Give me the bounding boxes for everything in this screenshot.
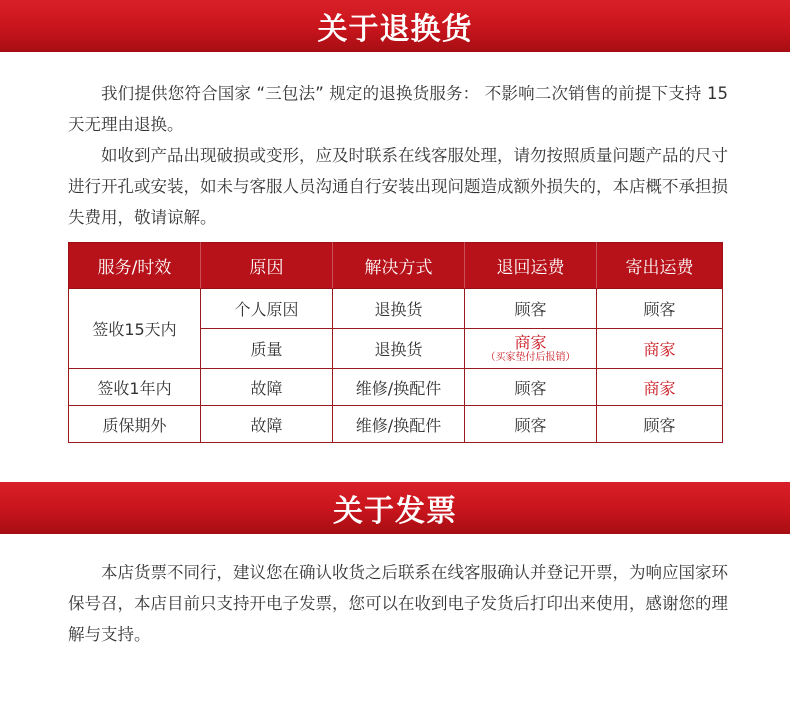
returns-title: 关于退换货 bbox=[317, 12, 473, 47]
cell-return-fee: 顾客 bbox=[465, 406, 597, 443]
cell-send-fee: 顾客 bbox=[597, 289, 723, 329]
cell-solution: 退换货 bbox=[333, 329, 465, 369]
cell-period: 签收1年内 bbox=[69, 369, 201, 406]
invoice-banner bbox=[0, 482, 790, 534]
return-fee-note: （买家垫付后报销） bbox=[485, 352, 576, 363]
cell-solution: 维修/换配件 bbox=[333, 406, 465, 443]
cell-reason: 质量 bbox=[201, 329, 333, 369]
returns-service-table bbox=[68, 242, 723, 443]
header-reason: 原因 bbox=[201, 243, 333, 289]
return-fee-merchant: 商家 bbox=[514, 333, 547, 352]
table-row bbox=[69, 289, 723, 329]
returns-policy-text bbox=[68, 78, 728, 233]
cell-reason: 故障 bbox=[201, 369, 333, 406]
returns-paragraph-2: 如收到产品出现破损或变形，应及时联系在线客服处理，请勿按照质量问题产品的尺寸进行开孔或安装，如未与客服人员沟通自行安装出现问题造成额外损失的，本店概不承担损失费用，敬请谅解。 bbox=[68, 146, 728, 227]
cell-send-fee: 顾客 bbox=[597, 406, 723, 443]
header-period: 服务/时效 bbox=[69, 243, 201, 289]
header-solution: 解决方式 bbox=[333, 243, 465, 289]
cell-reason: 个人原因 bbox=[201, 289, 333, 329]
cell-return-fee: 顾客 bbox=[465, 289, 597, 329]
header-return-fee: 退回运费 bbox=[465, 243, 597, 289]
cell-send-fee: 商家 bbox=[597, 329, 723, 369]
returns-paragraph-1: 我们提供您符合国家 “三包法” 规定的退换货服务： 不影响二次销售的前提下支持 15 天无理由退换。 bbox=[68, 84, 728, 134]
cell-solution: 维修/换配件 bbox=[333, 369, 465, 406]
invoice-policy-text bbox=[68, 557, 728, 650]
cell-send-fee: 商家 bbox=[597, 369, 723, 406]
cell-period: 质保期外 bbox=[69, 406, 201, 443]
cell-return-fee bbox=[465, 329, 597, 369]
table-row bbox=[69, 369, 723, 406]
header-send-fee: 寄出运费 bbox=[597, 243, 723, 289]
cell-period: 签收15天内 bbox=[69, 289, 201, 369]
cell-solution: 退换货 bbox=[333, 289, 465, 329]
table-row bbox=[69, 406, 723, 443]
returns-banner bbox=[0, 0, 790, 52]
table-header-row bbox=[69, 243, 723, 289]
invoice-title: 关于发票 bbox=[333, 494, 457, 529]
cell-return-fee: 顾客 bbox=[465, 369, 597, 406]
cell-reason: 故障 bbox=[201, 406, 333, 443]
invoice-paragraph-1: 本店货票不同行，建议您在确认收货之后联系在线客服确认并登记开票，为响应国家环保号召，本店目前只支持开电子发票，您可以在收到电子发货后打印出来使用，感谢您的理解与支持。 bbox=[68, 563, 728, 644]
